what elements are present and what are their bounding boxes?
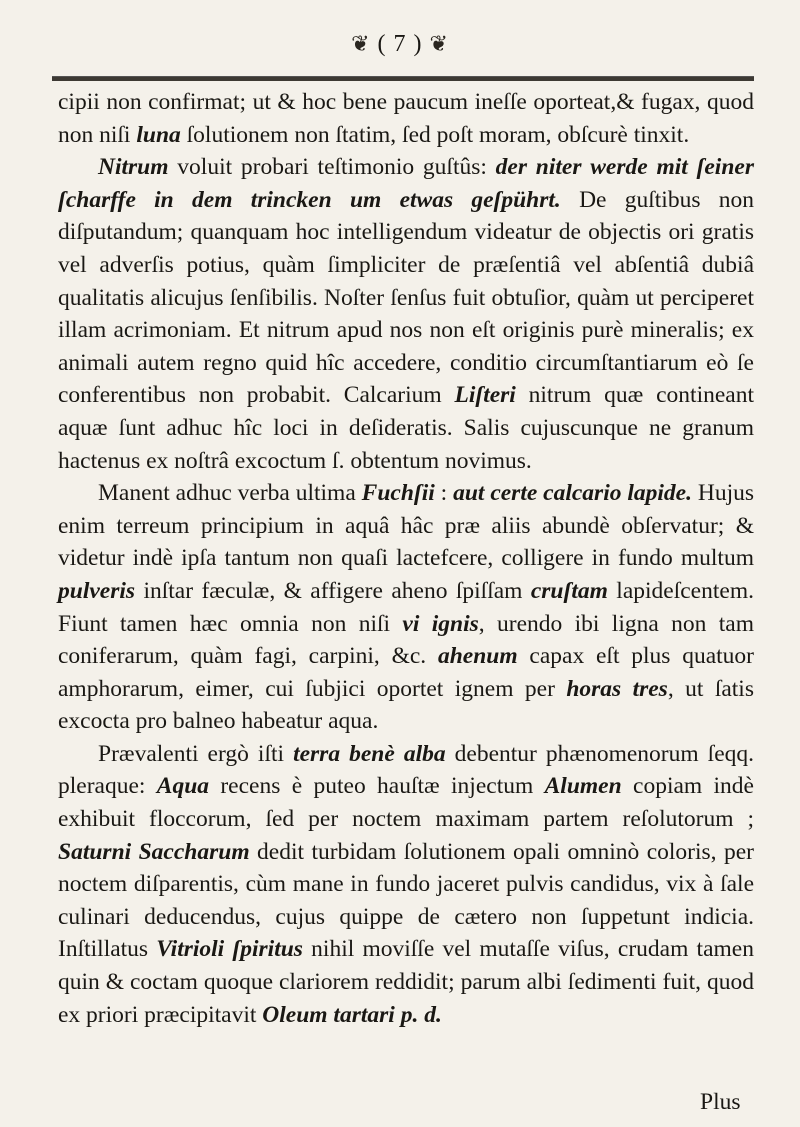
text-run: inſtar fæculæ, & affigere aheno ſpiſſam [135, 577, 531, 604]
italic-run: Saturni Saccharum [58, 838, 250, 865]
italic-run: der niter werde mit ſeiner ſcharffe in dem trincken um etwas geſpührt. [58, 154, 754, 213]
italic-run: Vitrioli ſpiritus [156, 936, 303, 963]
fleuron-right-icon: ❦ [429, 31, 449, 56]
text-run: nihil moviſſe vel mutaſſe viſus, crudam tamen quin & coctam quoque clariorem reddidit; parum albi ſedimenti fuit, quod ex priori præcipitavit [58, 936, 754, 1028]
page-number: ( 7 ) [377, 31, 423, 57]
italic-run: vi ignis [402, 610, 479, 637]
text-run: voluit probari teſtimonio guſtûs: [168, 154, 496, 181]
text-run: lapideſcentem. Fiunt tamen hæc omnia non niſi [58, 577, 754, 637]
header-rule [52, 76, 754, 81]
text-run: Hujus enim terreum principium in aquâ hâc præ aliis abundè obſervatur; & videtur indè ipſa tantum non quaſi lactefcere, colligere in fundo multum [58, 480, 755, 572]
text-run: capax eſt plus quatuor amphorarum, eimer, cui ſubjici oportet ignem per [58, 643, 754, 702]
text-run: debentur phænomenorum ſeqq. pleraque: [58, 740, 754, 800]
italic-run: pulveris [58, 577, 136, 604]
text-run: : [434, 480, 454, 507]
italic-run: Nitrum [98, 154, 169, 181]
text-run: dedit turbidam ſolutionem opali omninò coloris, per noctem diſparentis, cùm mane in fundo jaceret pulvis candidus, vix à ſale culinari deducendus, cujus quippe de cætero non ſuppetunt indicia. Inſtillatus [58, 838, 755, 963]
italic-run: Fuchſii [361, 480, 435, 507]
paragraph [58, 151, 754, 477]
paragraph [58, 738, 754, 1031]
paragraph [58, 86, 754, 151]
paragraph [58, 477, 754, 738]
text-run: cipii non confirmat; ut & hoc bene paucum ineſſe oporteat,& fugax, quod non niſi [58, 89, 754, 148]
italic-run: ahenum [437, 643, 518, 670]
italic-run: terra benè alba [293, 740, 446, 767]
text-run: , ut ſatis excocta pro balneo habeatur aqua. [58, 675, 754, 735]
italic-run: horas tres [566, 675, 668, 702]
italic-run: aut certe calcario lapide. [453, 480, 692, 507]
text-run: Manent adhuc verba ultima [98, 480, 362, 507]
text-run: recens è puteo hauſtæ injectum [209, 773, 545, 800]
text-run: , urendo ibi ligna non tam coniferarum, quàm fagi, carpini, &c. [58, 610, 755, 670]
italic-run: Liſteri [454, 382, 516, 409]
text-run: copiam indè exhibuit floccorum, ſed per noctem maximam partem reſolutorum ; [58, 773, 754, 833]
text-run: Prævalenti ergò iſti [98, 740, 294, 767]
italic-run: Aqua [156, 773, 210, 800]
running-head [0, 30, 800, 58]
catchword: Plus [700, 1089, 741, 1115]
text-run: De guſtibus non diſputandum; quanquam hoc intelligendum videatur de objectis ori gratis vel adverſis potius, quàm ſimpliciter de præſentiâ vel abſentiâ dubiâ qualitatis alicujus ſenſibilis. Noſter ſenſus fuit obtuſior, quàm ut perciperet illam acrimoniam. Et nitrum apud nos non eſt originis purè mineralis; ex animali autem regno quid hîc accedere, conditio circumſtantiarum eò ſe conferentibus non probabit. Calcarium [58, 186, 754, 409]
italic-run: cruſtam [530, 577, 608, 604]
italic-run: Alumen [544, 773, 622, 800]
text-run: nitrum quæ contineant aquæ ſunt adhuc hîc loci in deſideratis. Salis cujuscunque ne granum hactenus ex noſtrâ excoctum ſ. obtentum novimus. [58, 382, 754, 474]
text-run: ſolutionem non ſtatim, ſed poſt moram, obſcurè tinxit. [180, 121, 690, 148]
fleuron-left-icon: ❦ [351, 31, 371, 56]
body-text [58, 86, 754, 1031]
italic-run: Oleum tartari p. d. [262, 1001, 442, 1028]
italic-run: luna [136, 121, 181, 148]
